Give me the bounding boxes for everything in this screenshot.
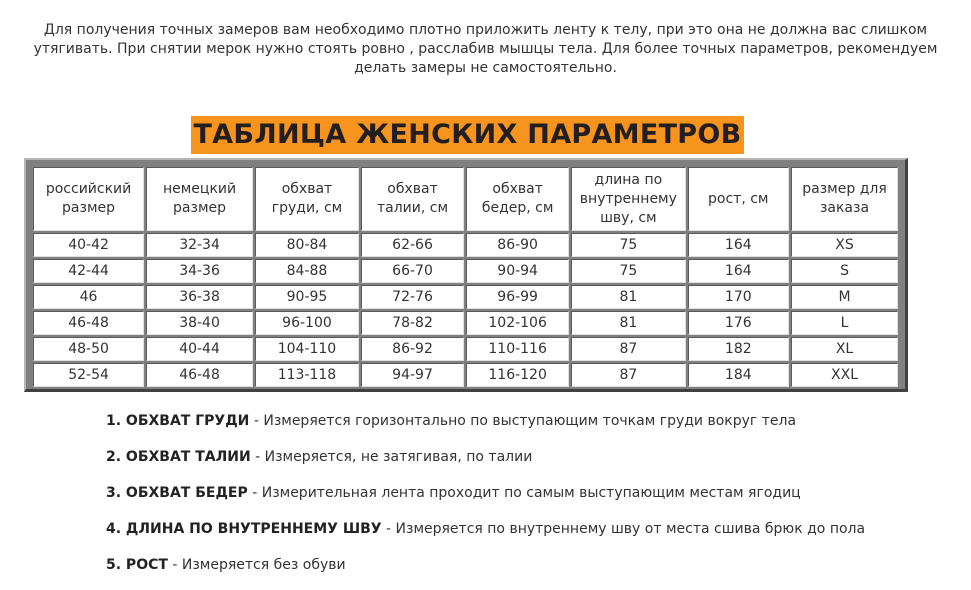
cell-chest: 96-100 [255,311,359,335]
header-order-size: размер для заказа [791,167,898,231]
note-item [106,518,865,554]
header-inseam: длина по внутреннему шву, см [571,167,685,231]
table-row [33,233,898,257]
cell-russian-size: 48-50 [33,337,144,361]
size-table [31,165,900,389]
cell-german-size: 34-36 [146,259,253,283]
note-item [106,446,865,482]
note-item [106,482,865,518]
cell-order-size: S [791,259,898,283]
note-term: 2. ОБХВАТ ТАЛИИ [106,449,251,465]
cell-russian-size: 46-48 [33,311,144,335]
cell-height: 170 [688,285,789,309]
cell-inseam: 87 [571,337,685,361]
intro-paragraph: Для получения точных замеров вам необходимо плотно приложить ленту к телу, при это она не должна вас слишком утягивать. При снятии мерок нужно стоять ровно , расслабив мышцы тела. Для более точных параметров, рекомендуем делать замеры не самостоятельно. [33,22,938,76]
cell-russian-size: 52-54 [33,363,144,387]
header-height: рост, см [688,167,789,231]
table-row [33,285,898,309]
note-text: - Измеряется без обуви [167,557,346,573]
cell-hips: 110-116 [466,337,569,361]
cell-chest: 84-88 [255,259,359,283]
cell-german-size: 40-44 [146,337,253,361]
cell-hips: 86-90 [466,233,569,257]
measurement-notes [106,410,865,590]
header-russian-size: российский размер [33,167,144,231]
table-row [33,311,898,335]
cell-inseam: 87 [571,363,685,387]
cell-inseam: 75 [571,259,685,283]
note-text: - Измерительная лента проходит по самым выступающим местам ягодиц [247,485,801,501]
cell-height: 164 [688,259,789,283]
cell-order-size: XS [791,233,898,257]
cell-order-size: M [791,285,898,309]
note-term: 1. ОБХВАТ ГРУДИ [106,413,250,429]
cell-chest: 113-118 [255,363,359,387]
note-item [106,554,865,590]
cell-waist: 94-97 [361,363,464,387]
cell-german-size: 36-38 [146,285,253,309]
cell-chest: 90-95 [255,285,359,309]
note-item [106,410,865,446]
cell-height: 176 [688,311,789,335]
note-term: 5. РОСТ [106,557,168,573]
cell-order-size: XXL [791,363,898,387]
table-header-row [33,167,898,231]
cell-hips: 96-99 [466,285,569,309]
note-text: - Измеряется, не затягивая, по талии [250,449,533,465]
size-table-frame [24,158,908,392]
cell-waist: 62-66 [361,233,464,257]
page-title: ТАБЛИЦА ЖЕНСКИХ ПАРАМЕТРОВ [191,116,743,154]
cell-chest: 80-84 [255,233,359,257]
cell-waist: 72-76 [361,285,464,309]
header-hips: обхват бедер, см [466,167,569,231]
cell-height: 184 [688,363,789,387]
note-text: - Измеряется по внутреннему шву от места сшива брюк до пола [381,521,866,537]
cell-russian-size: 42-44 [33,259,144,283]
note-term: 4. ДЛИНА ПО ВНУТРЕННЕМУ ШВУ [106,521,382,537]
header-chest: обхват груди, см [255,167,359,231]
table-row [33,363,898,387]
cell-russian-size: 40-42 [33,233,144,257]
cell-inseam: 81 [571,311,685,335]
cell-inseam: 75 [571,233,685,257]
cell-height: 182 [688,337,789,361]
cell-waist: 86-92 [361,337,464,361]
cell-hips: 102-106 [466,311,569,335]
cell-order-size: XL [791,337,898,361]
cell-waist: 78-82 [361,311,464,335]
cell-russian-size: 46 [33,285,144,309]
cell-inseam: 81 [571,285,685,309]
note-term: 3. ОБХВАТ БЕДЕР [106,485,248,501]
cell-german-size: 38-40 [146,311,253,335]
cell-german-size: 46-48 [146,363,253,387]
cell-chest: 104-110 [255,337,359,361]
cell-hips: 116-120 [466,363,569,387]
title-wrapper [0,116,935,154]
cell-waist: 66-70 [361,259,464,283]
cell-height: 164 [688,233,789,257]
table-row [33,259,898,283]
cell-order-size: L [791,311,898,335]
cell-german-size: 32-34 [146,233,253,257]
header-waist: обхват талии, см [361,167,464,231]
cell-hips: 90-94 [466,259,569,283]
table-row [33,337,898,361]
header-german-size: немецкий размер [146,167,253,231]
note-text: - Измеряется горизонтально по выступающим точкам груди вокруг тела [249,413,797,429]
